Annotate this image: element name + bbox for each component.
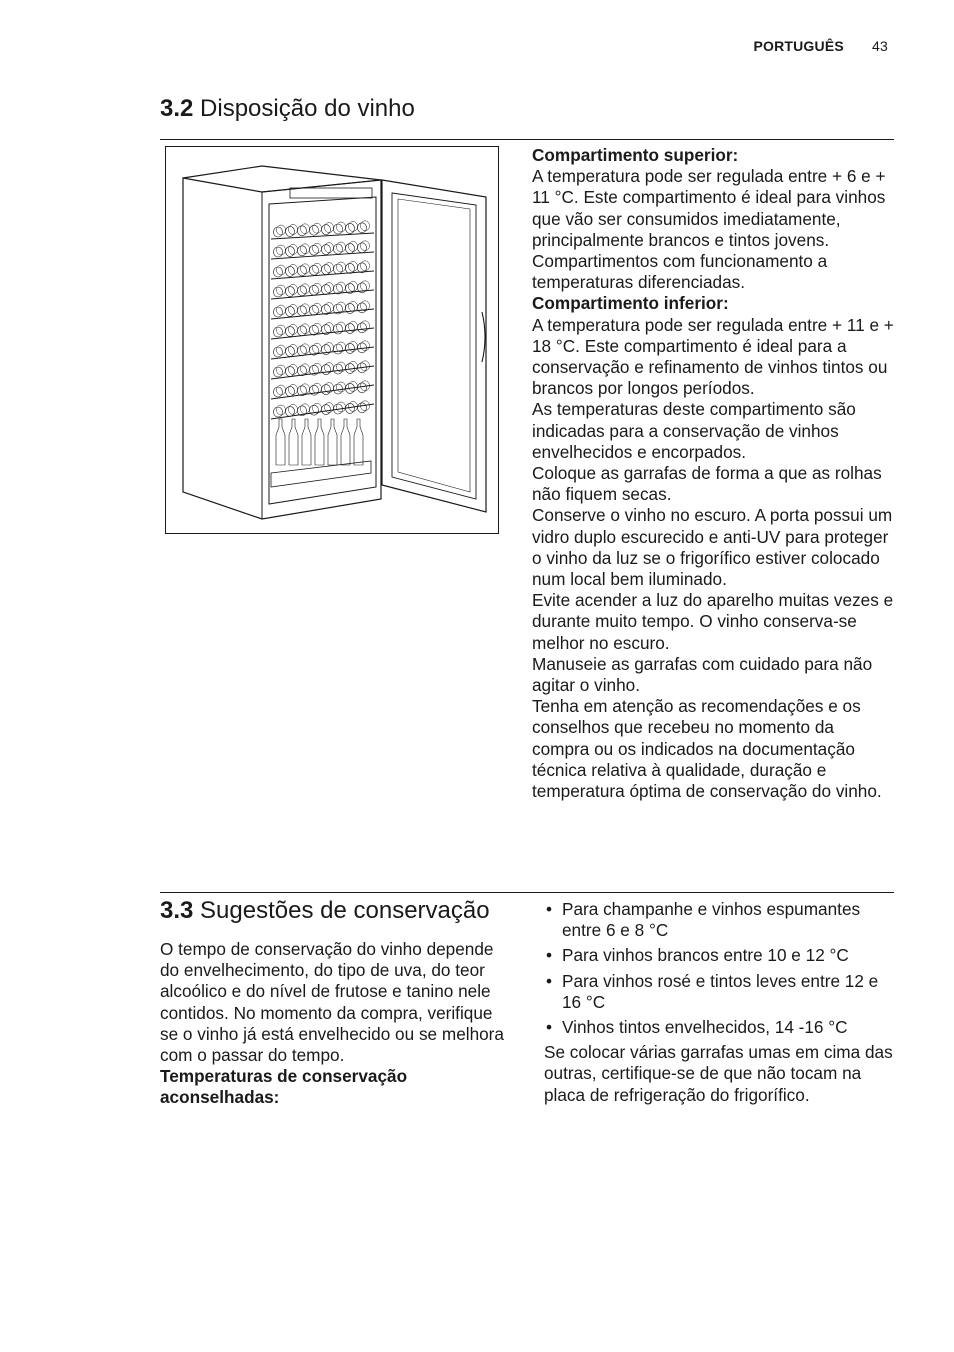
section-3-2-number: 3.2 <box>160 95 194 122</box>
section-3-3-number: 3.3 <box>160 897 194 924</box>
temperature-list-text: Para vinhos brancos entre 10 e 12 °C <box>562 945 849 966</box>
temperature-list-item <box>544 899 896 941</box>
paragraph-text: As temperaturas deste compartimento são indicadas para a conservação de vinhos envelhecidos e encorpados. <box>532 399 856 462</box>
paragraph-text: Tenha em atenção as recomendações e os conselhos que recebeu no momento da compra ou os indicados na documentação técnica relativa à qualidade, duração e temperatura óptima de conservação do vinho. <box>532 696 882 802</box>
paragraph-label: Compartimento superior: <box>532 145 739 165</box>
section-3-3-title: Sugestões de conservação <box>200 897 490 924</box>
section-3-2-title: Disposição do vinho <box>200 95 415 122</box>
bullet-icon: • <box>546 945 553 966</box>
paragraph-label: Compartimento inferior: <box>532 293 729 314</box>
bullet-icon: • <box>546 970 553 991</box>
paragraph-text: A temperatura pode ser regulada entre + 6 e + 11 °C. Este compartimento é ideal para vinhos que vão ser consumidos imediatamente, principalmente brancos e tintos jovens. Compartimentos com funcionamento a temperaturas diferenciadas. <box>532 166 886 293</box>
bullet-icon: • <box>546 899 553 919</box>
section-3-3-intro: O tempo de conservação do vinho depende do envelhecimento, do tipo de uva, do teor alcoólico e do nível de frutose e tanino nele contidos. No momento da compra, verifique se o vinho já está envelhecido ou se melhora com o passar do tempo. <box>160 939 504 1066</box>
temperature-list-text: Para vinhos rosé e tintos leves entre 12 e 16 °C <box>562 970 879 1012</box>
temperature-list-item <box>544 945 896 966</box>
page-header <box>753 38 888 54</box>
section-3-2-heading <box>160 95 415 123</box>
header-language: PORTUGUÊS <box>753 38 844 54</box>
section-3-3-closing: Se colocar várias garrafas umas em cima das outras, certifique-se de que não tocam na placa de refrigeração do frigorífico. <box>544 1042 893 1105</box>
section-3-3-left-column <box>160 939 510 1109</box>
bullet-icon: • <box>546 1017 553 1038</box>
section-3-2-rule <box>160 139 894 140</box>
wine-cabinet-drawing <box>166 147 498 533</box>
section-3-2-text <box>532 145 894 802</box>
wine-cabinet-illustration <box>165 146 499 534</box>
paragraph-text: Conserve o vinho no escuro. A porta possui um vidro duplo escurecido e anti-UV para proteger o vinho da luz se o frigorífico estiver colocado num local bem iluminado. <box>532 505 893 590</box>
section-3-3-right-column <box>544 899 896 1106</box>
page-number: 43 <box>872 38 888 54</box>
temperature-list-text: Para champanhe e vinhos espumantes entre 6 e 8 °C <box>562 899 861 941</box>
section-3-3-list-title: Temperaturas de conservação aconselhadas: <box>160 1066 408 1108</box>
section-3-3-rule <box>160 892 894 893</box>
temperature-list-text: Vinhos tintos envelhecidos, 14 -16 °C <box>562 1017 848 1038</box>
paragraph-text: A temperatura pode ser regulada entre + 11 e + 18 °C. Este compartimento é ideal para a conservação e refinamento de vinhos tintos ou brancos por longos períodos. <box>532 314 894 399</box>
paragraph-text: Coloque as garrafas de forma a que as rolhas não fiquem secas. <box>532 463 882 505</box>
temperature-list <box>544 899 896 1038</box>
temperature-list-item <box>544 971 896 1013</box>
paragraph-text: Manuseie as garrafas com cuidado para não agitar o vinho. <box>532 653 873 696</box>
section-3-3-heading <box>160 897 490 925</box>
wine-shelves <box>271 221 374 487</box>
temperature-list-item <box>544 1017 896 1038</box>
paragraph-text: Evite acender a luz do aparelho muitas vezes e durante muito tempo. O vinho conserva-se melhor no escuro. <box>532 590 894 653</box>
